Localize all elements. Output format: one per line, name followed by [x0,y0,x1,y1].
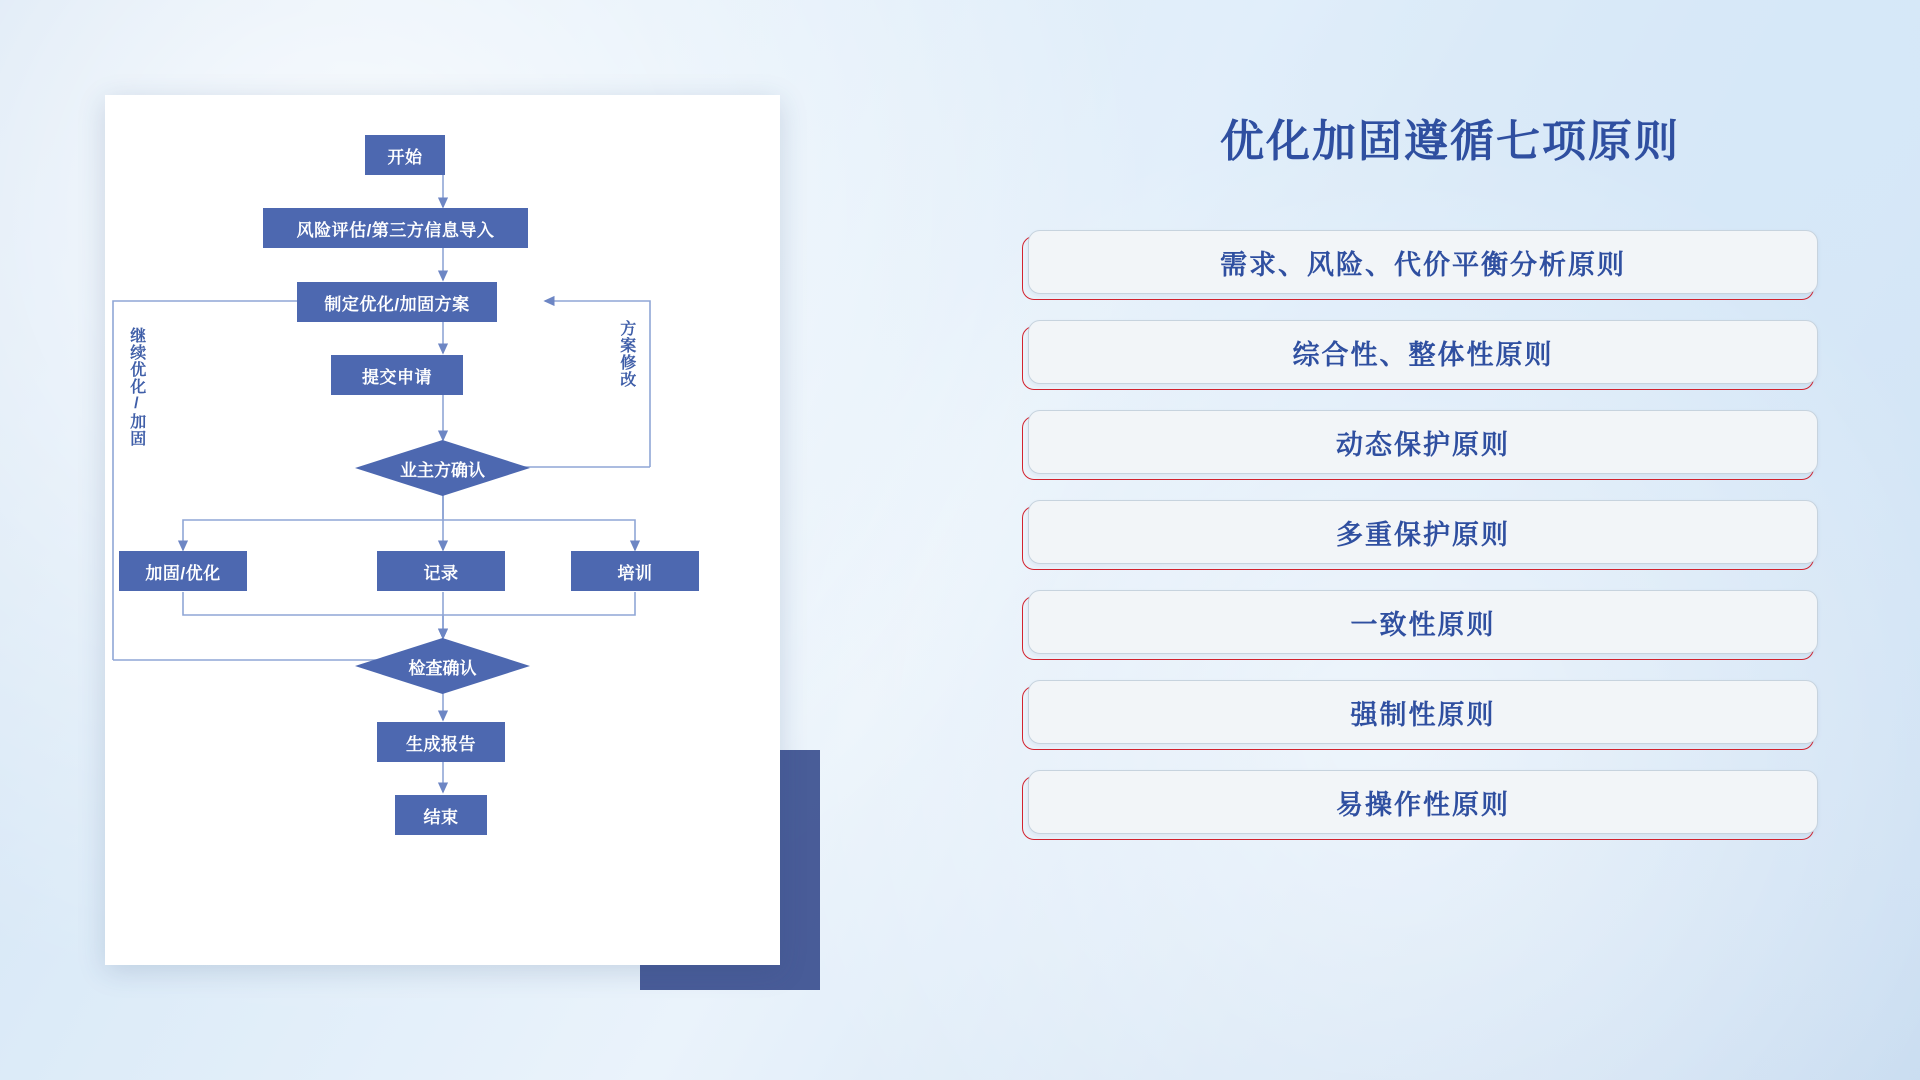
flow-node-risk-assessment[interactable]: 风险评估/第三方信息导入 [263,208,528,248]
flow-node-training[interactable]: 培训 [571,551,699,591]
list-item[interactable] [1022,230,1822,298]
flow-node-check-confirm[interactable] [355,638,530,694]
principles-list [1022,230,1822,860]
page-title: 优化加固遵循七项原则 [1220,117,1680,166]
flow-node-reinforce[interactable]: 加固/优化 [119,551,247,591]
flow-node-start[interactable]: 开始 [365,135,445,175]
principle-label[interactable]: 多重保护原则 [1028,500,1818,564]
list-item[interactable] [1022,770,1822,838]
flow-node-check-confirm-label: 检查确认 [408,658,477,678]
flow-node-end[interactable]: 结束 [395,795,487,835]
principle-label[interactable]: 强制性原则 [1028,680,1818,744]
list-item[interactable] [1022,410,1822,478]
list-item[interactable] [1022,680,1822,748]
flow-node-submit[interactable]: 提交申请 [331,355,463,395]
principle-label[interactable]: 易操作性原则 [1028,770,1818,834]
flow-node-owner-confirm-label: 业主方确认 [400,460,485,480]
principle-label[interactable]: 需求、风险、代价平衡分析原则 [1028,230,1818,294]
principle-label[interactable]: 综合性、整体性原则 [1028,320,1818,384]
flow-edge-label-right: 方案修改 [617,320,635,388]
principle-label[interactable]: 动态保护原则 [1028,410,1818,474]
list-item[interactable] [1022,500,1822,568]
flow-edge-label-left: 继续优化/加固 [127,327,145,447]
principle-label[interactable]: 一致性原则 [1028,590,1818,654]
flow-node-report[interactable]: 生成报告 [377,722,505,762]
flow-node-owner-confirm[interactable] [355,440,530,496]
list-item[interactable] [1022,590,1822,658]
flow-node-plan[interactable]: 制定优化/加固方案 [297,282,497,322]
list-item[interactable] [1022,320,1822,388]
principles-panel [1000,0,1900,1080]
flow-node-record[interactable]: 记录 [377,551,505,591]
flowchart-card [105,95,780,965]
